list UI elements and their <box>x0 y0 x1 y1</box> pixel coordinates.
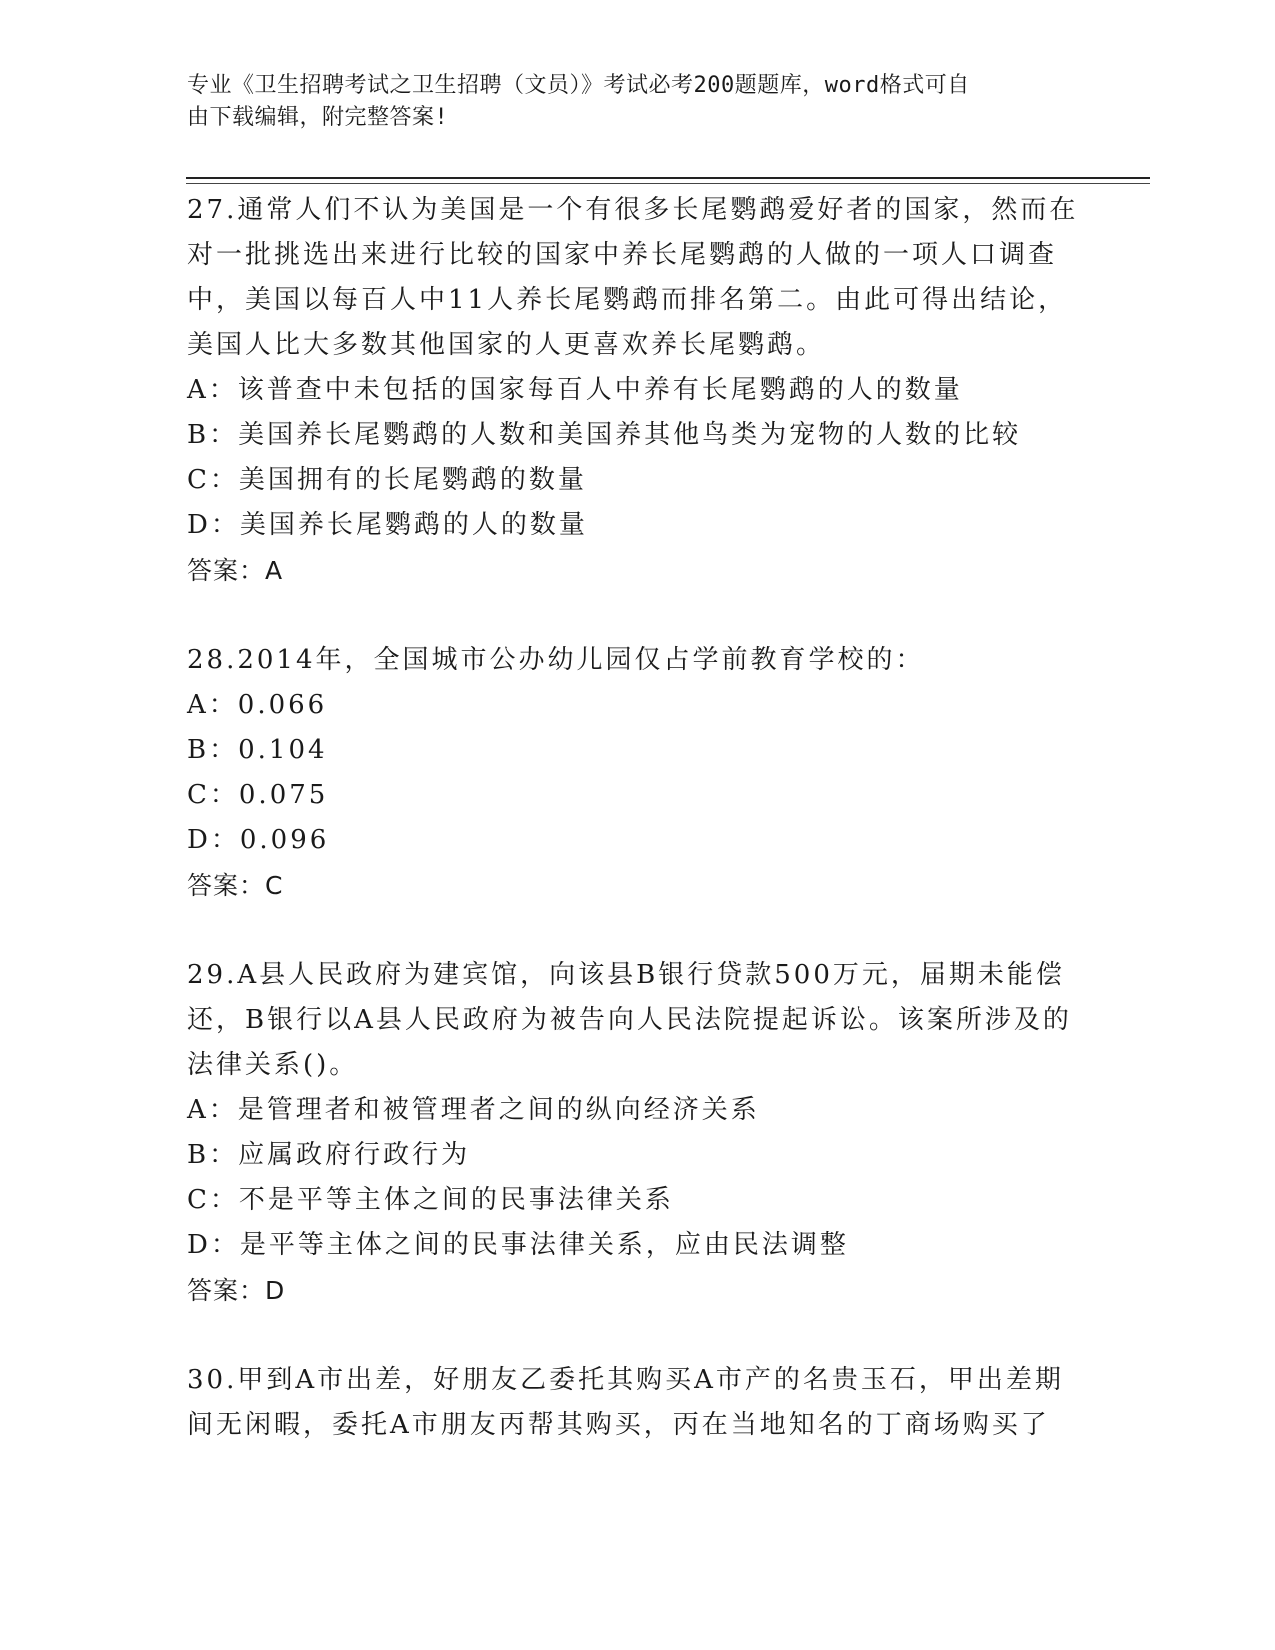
option-d: D：美国养长尾鹦鹉的人的数量 <box>187 510 588 540</box>
question-spacer <box>187 593 1087 638</box>
question-29 <box>187 953 1087 1313</box>
option-a: A：该普查中未包括的国家每百人中养有长尾鹦鹉的人的数量 <box>187 375 963 405</box>
option-b: B：0.104 <box>187 735 328 765</box>
answer-line: 答案：A <box>187 556 284 585</box>
question-stem-line: 对一批挑选出来进行比较的国家中养长尾鹦鹉的人做的一项人口调查 <box>187 240 1058 270</box>
option-a: A：是管理者和被管理者之间的纵向经济关系 <box>187 1095 760 1125</box>
option-d: D：是平等主体之间的民事法律关系，应由民法调整 <box>187 1230 849 1260</box>
document-header <box>187 70 1067 134</box>
question-27 <box>187 188 1087 593</box>
answer-line: 答案：D <box>187 1276 286 1305</box>
option-c: C：0.075 <box>187 780 329 810</box>
header-line-1: 专业《卫生招聘考试之卫生招聘（文员）》考试必考200题题库，word格式可自 <box>187 73 970 98</box>
question-30 <box>187 1358 1087 1448</box>
option-b: B：美国养长尾鹦鹉的人数和美国养其他鸟类为宠物的人数的比较 <box>187 420 1022 450</box>
question-spacer <box>187 1313 1087 1358</box>
header-divider-thin <box>186 183 1150 184</box>
question-stem-line: 27.通常人们不认为美国是一个有很多长尾鹦鹉爱好者的国家，然而在 <box>187 195 1079 225</box>
header-divider-thick <box>186 177 1150 179</box>
question-list <box>187 188 1087 1448</box>
question-stem-line: 28.2014年，全国城市公办幼儿园仅占学前教育学校的： <box>187 645 925 675</box>
question-stem-line: 30.甲到A市出差，好朋友乙委托其购买A市产的名贵玉石，甲出差期 <box>187 1365 1064 1395</box>
question-stem-line: 法律关系()。 <box>187 1050 359 1080</box>
question-stem-line: 中，美国以每百人中11人养长尾鹦鹉而排名第二。由此可得出结论， <box>187 285 1068 315</box>
question-28 <box>187 638 1087 908</box>
question-stem-line: 间无闲暇，委托A市朋友丙帮其购买，丙在当地知名的丁商场购买了 <box>187 1410 1050 1440</box>
option-b: B：应属政府行政行为 <box>187 1140 471 1170</box>
question-spacer <box>187 908 1087 953</box>
option-d: D：0.096 <box>187 825 330 855</box>
option-c: C：美国拥有的长尾鹦鹉的数量 <box>187 465 587 495</box>
question-stem-line: 还，B银行以A县人民政府为被告向人民法院提起诉讼。该案所涉及的 <box>187 1005 1072 1035</box>
header-line-2: 由下载编辑，附完整答案! <box>187 105 449 130</box>
answer-line: 答案：C <box>187 871 284 900</box>
option-c: C：不是平等主体之间的民事法律关系 <box>187 1185 674 1215</box>
option-a: A：0.066 <box>187 690 328 720</box>
question-stem-line: 29.A县人民政府为建宾馆，向该县B银行贷款500万元，届期未能偿 <box>187 960 1065 990</box>
question-stem-line: 美国人比大多数其他国家的人更喜欢养长尾鹦鹉。 <box>187 330 826 360</box>
